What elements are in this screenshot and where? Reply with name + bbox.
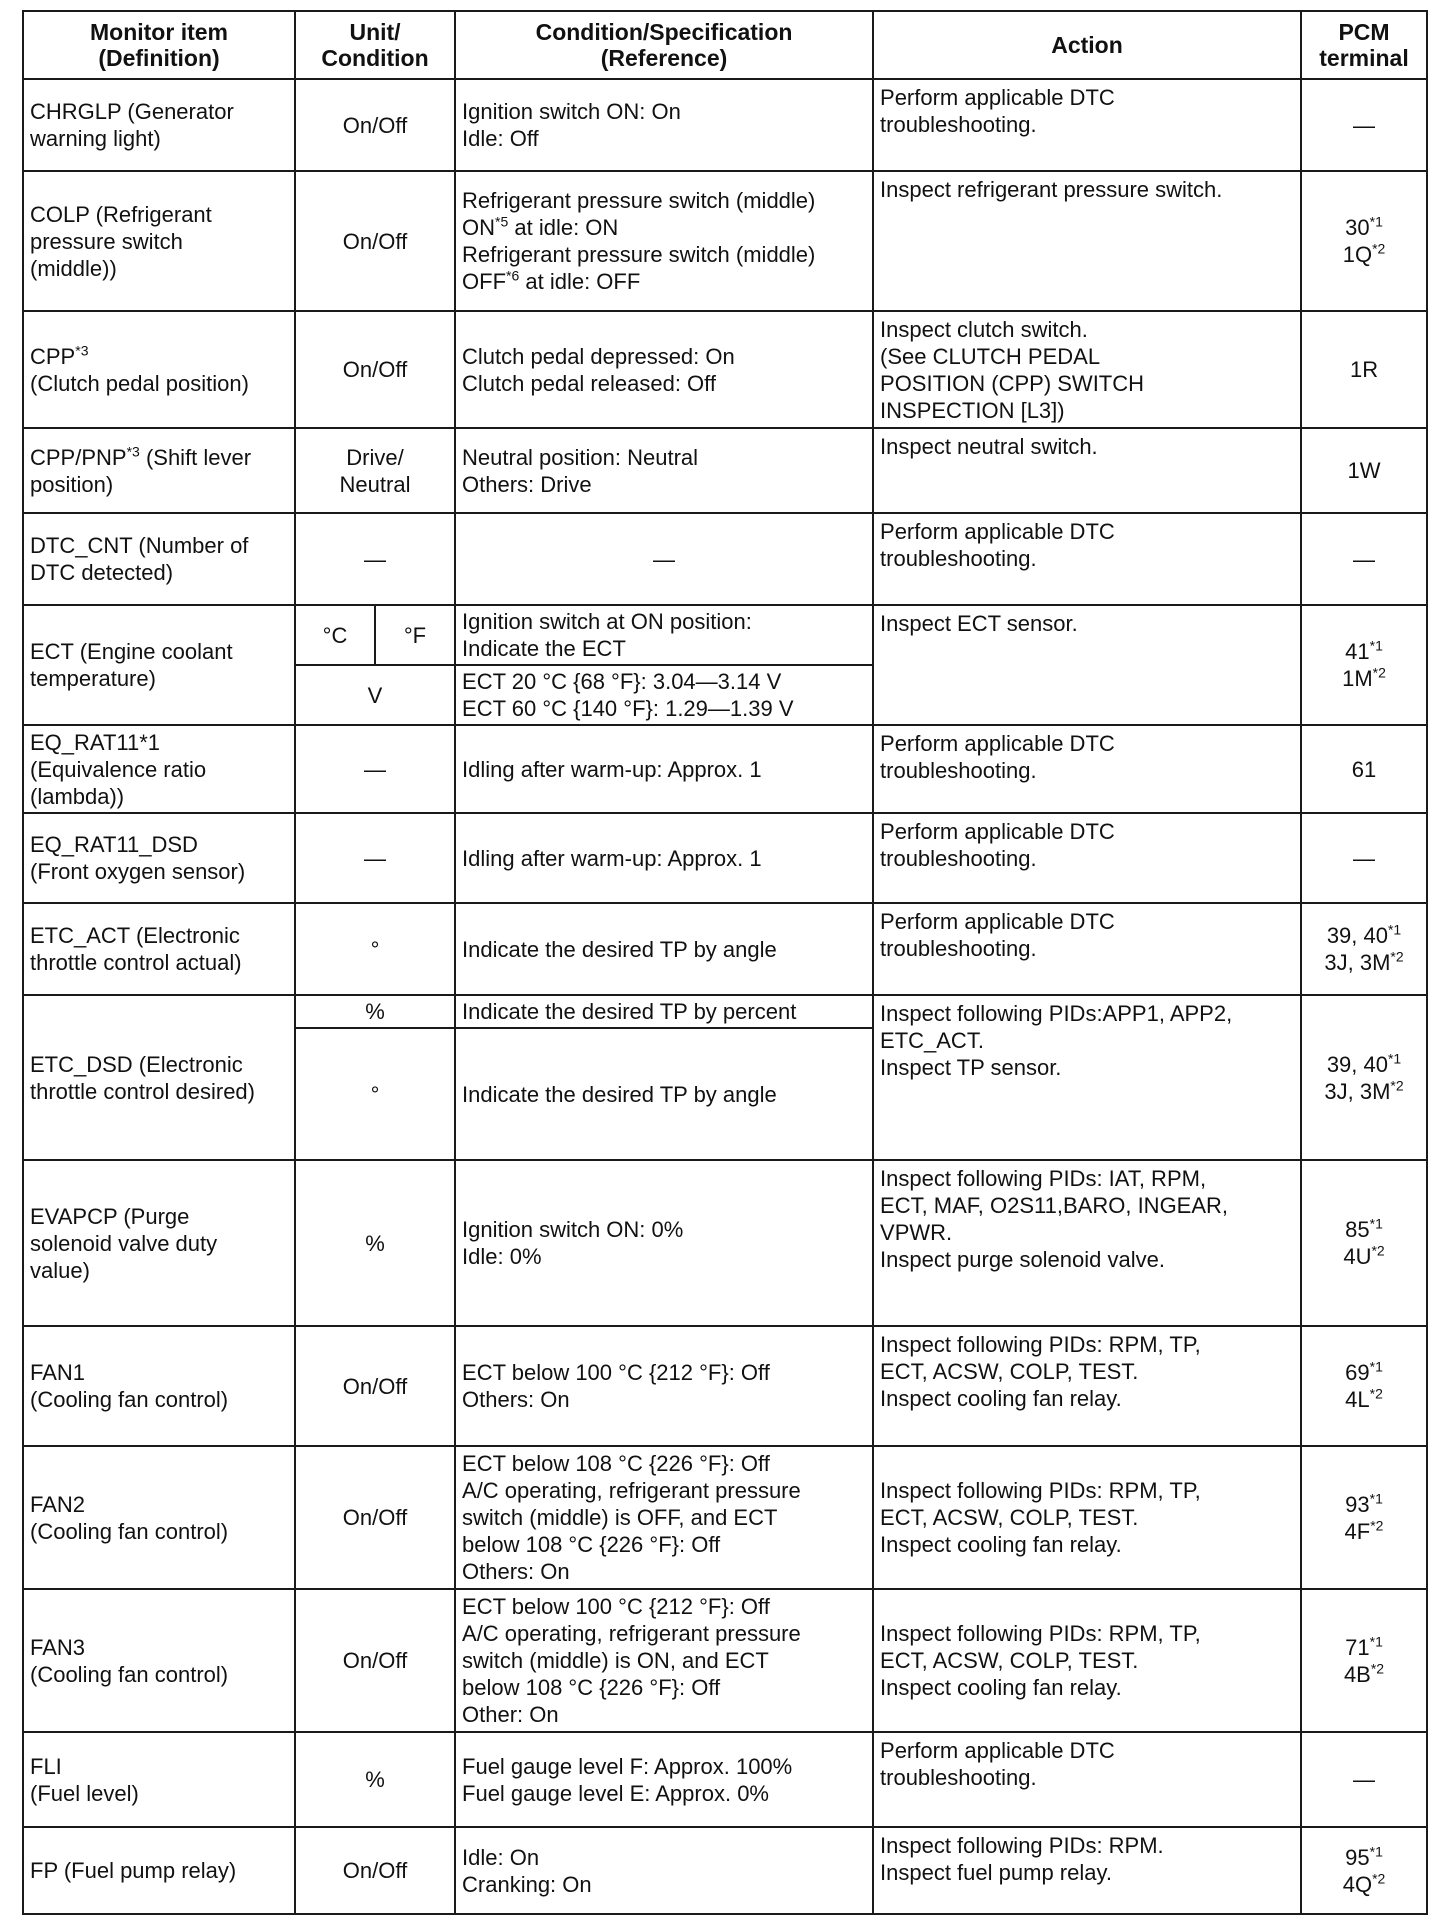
action-cell: Perform applicable DTC troubleshooting. [873, 513, 1301, 605]
condition-cell: Refrigerant pressure switch (middle) ON$^{*5}$ at idle: ON Refrigerant pressure switch (middle) OFF$^{*6}$ at idle: OFF [455, 171, 873, 311]
condition-cell: Fuel gauge level F: Approx. 100% Fuel gauge level E: Approx. 0% [455, 1732, 873, 1827]
condition-cell: Idling after warm-up: Approx. 1 [455, 813, 873, 903]
condition-cell: Ignition switch ON: 0% Idle: 0% [455, 1160, 873, 1326]
header-unit-condition: Unit/ Condition [295, 11, 455, 79]
pcm-terminal-cell: 61 [1301, 725, 1427, 813]
unit-cell: % [295, 1160, 455, 1326]
action-cell: Inspect following PIDs: RPM, TP, ECT, ACSW, COLP, TEST. Inspect cooling fan relay. [873, 1326, 1301, 1446]
unit-cell: On/Off [295, 311, 455, 428]
condition-cell: Indicate the desired TP by percent [455, 995, 873, 1028]
unit-cell: On/Off [295, 1589, 455, 1732]
unit-cell: — [295, 813, 455, 903]
table-row [23, 1326, 1427, 1446]
table-row [23, 995, 1427, 1028]
monitor-item-cell: DTC_CNT (Number of DTC detected) [23, 513, 295, 605]
unit-degree-cell: ° [295, 1028, 455, 1160]
pcm-terminal-cell: 1W [1301, 428, 1427, 513]
pcm-terminal-cell: 41$^{*1}$ $1M^{*2}$ [1301, 605, 1427, 725]
header-pcm-terminal: PCM terminal [1301, 11, 1427, 79]
unit-cell: ° [295, 903, 455, 995]
pid-monitor-table [22, 10, 1428, 1915]
monitor-item-cell: FLI (Fuel level) [23, 1732, 295, 1827]
pcm-terminal-cell: 1R [1301, 311, 1427, 428]
table-row [23, 513, 1427, 605]
action-cell: Perform applicable DTC troubleshooting. [873, 79, 1301, 171]
table-row [23, 1160, 1427, 1326]
unit-cell: Drive/ Neutral [295, 428, 455, 513]
monitor-table-wrapper [22, 10, 1426, 1915]
condition-cell: ECT below 100 °C {212 °F}: Off Others: On [455, 1326, 873, 1446]
pcm-terminal-cell: 85$^{*1}$ $4U^{*2}$ [1301, 1160, 1427, 1326]
table-row [23, 79, 1427, 171]
condition-cell: ECT below 108 °C {226 °F}: Off A/C operating, refrigerant pressure switch (middle) is OFF, and ECT below 108 °C {226 °F}: Off Others: On [455, 1446, 873, 1589]
table-row [23, 1732, 1427, 1827]
monitor-item-cell: COLP (Refrigerant pressure switch (middle)) [23, 171, 295, 311]
condition-cell: Idle: On Cranking: On [455, 1827, 873, 1914]
unit-cell: On/Off [295, 171, 455, 311]
table-row [23, 428, 1427, 513]
action-cell: Inspect clutch switch. (See CLUTCH PEDAL POSITION (CPP) SWITCH INSPECTION [L3]) [873, 311, 1301, 428]
action-cell: Inspect following PIDs:APP1, APP2, ETC_ACT. Inspect TP sensor. [873, 995, 1301, 1160]
monitor-item-cell: ECT (Engine coolant temperature) [23, 605, 295, 725]
unit-percent-cell: % [295, 995, 455, 1028]
unit-cell: — [295, 725, 455, 813]
condition-cell: Indicate the desired TP by angle [455, 1028, 873, 1160]
condition-cell: Neutral position: Neutral Others: Drive [455, 428, 873, 513]
action-cell: Perform applicable DTC troubleshooting. [873, 903, 1301, 995]
pcm-terminal-cell: 95$^{*1}$ $4Q^{*2}$ [1301, 1827, 1427, 1914]
action-cell: Inspect following PIDs: IAT, RPM, ECT, MAF, O2S11,BARO, INGEAR, VPWR. Inspect purge solenoid valve. [873, 1160, 1301, 1326]
unit-cell: On/Off [295, 1827, 455, 1914]
pcm-terminal-cell: 39, 40$^{*1}$ 3J, $3M^{*2}$ [1301, 903, 1427, 995]
monitor-item-cell: FAN3 (Cooling fan control) [23, 1589, 295, 1732]
table-row [23, 171, 1427, 311]
monitor-item-cell: CHRGLP (Generator warning light) [23, 79, 295, 171]
action-cell: Inspect following PIDs: RPM, TP, ECT, ACSW, COLP, TEST. Inspect cooling fan relay. [873, 1446, 1301, 1589]
condition-cell: Ignition switch at ON position: Indicate the ECT [455, 605, 873, 665]
condition-cell: Clutch pedal depressed: On Clutch pedal released: Off [455, 311, 873, 428]
unit-volt-cell: V [295, 665, 455, 725]
action-cell: Inspect refrigerant pressure switch. [873, 171, 1301, 311]
pcm-terminal-cell: 93$^{*1}$ $4F^{*2}$ [1301, 1446, 1427, 1589]
action-cell: Inspect ECT sensor. [873, 605, 1301, 725]
table-header-row [23, 11, 1427, 79]
pcm-terminal-cell: — [1301, 1732, 1427, 1827]
action-cell: Perform applicable DTC troubleshooting. [873, 1732, 1301, 1827]
condition-cell: Ignition switch ON: On Idle: Off [455, 79, 873, 171]
monitor-item-cell: ETC_ACT (Electronic throttle control actual) [23, 903, 295, 995]
monitor-item-cell: FAN2 (Cooling fan control) [23, 1446, 295, 1589]
table-row [23, 813, 1427, 903]
monitor-item-cell: EQ_RAT11*1 (Equivalence ratio (lambda)) [23, 725, 295, 813]
table-row [23, 725, 1427, 813]
pcm-terminal-cell: — [1301, 813, 1427, 903]
table-row [23, 1827, 1427, 1914]
monitor-item-cell: ETC_DSD (Electronic throttle control desired) [23, 995, 295, 1160]
condition-cell: ECT 20 °C {68 °F}: 3.04—3.14 V ECT 60 °C {140 °F}: 1.29—1.39 V [455, 665, 873, 725]
pcm-terminal-cell: 30$^{*1}$ $1Q^{*2}$ [1301, 171, 1427, 311]
table-row [23, 1446, 1427, 1589]
monitor-item-cell: EQ_RAT11_DSD (Front oxygen sensor) [23, 813, 295, 903]
table-row [23, 605, 1427, 665]
action-cell: Inspect following PIDs: RPM. Inspect fuel pump relay. [873, 1827, 1301, 1914]
unit-cell: — [295, 513, 455, 605]
action-cell: Inspect following PIDs: RPM, TP, ECT, ACSW, COLP, TEST. Inspect cooling fan relay. [873, 1589, 1301, 1732]
condition-cell: — [455, 513, 873, 605]
pcm-terminal-cell: — [1301, 79, 1427, 171]
pcm-terminal-cell: 39, 40$^{*1}$ 3J, $3M^{*2}$ [1301, 995, 1427, 1160]
unit-cell: % [295, 1732, 455, 1827]
monitor-item-cell: FAN1 (Cooling fan control) [23, 1326, 295, 1446]
action-cell: Inspect neutral switch. [873, 428, 1301, 513]
table-row [23, 903, 1427, 995]
action-cell: Perform applicable DTC troubleshooting. [873, 813, 1301, 903]
action-cell: Perform applicable DTC troubleshooting. [873, 725, 1301, 813]
pcm-terminal-cell: 71$^{*1}$ $4B^{*2}$ [1301, 1589, 1427, 1732]
condition-cell: ECT below 100 °C {212 °F}: Off A/C operating, refrigerant pressure switch (middle) is ON, and ECT below 108 °C {226 °F}: Off Other: On [455, 1589, 873, 1732]
monitor-item-cell: CPP/PNP$^{*3}$ (Shift lever position) [23, 428, 295, 513]
header-monitor-item: Monitor item (Definition) [23, 11, 295, 79]
monitor-item-cell: FP (Fuel pump relay) [23, 1827, 295, 1914]
condition-cell: Indicate the desired TP by angle [455, 903, 873, 995]
unit-cell: On/Off [295, 1446, 455, 1589]
condition-cell: Idling after warm-up: Approx. 1 [455, 725, 873, 813]
table-row [23, 1589, 1427, 1732]
unit-cell: On/Off [295, 79, 455, 171]
unit-celsius-cell: °C [295, 605, 375, 665]
pcm-terminal-cell: — [1301, 513, 1427, 605]
pcm-terminal-cell: 69$^{*1}$ $4L^{*2}$ [1301, 1326, 1427, 1446]
unit-fahrenheit-cell: °F [375, 605, 455, 665]
header-condition-specification: Condition/Specification (Reference) [455, 11, 873, 79]
monitor-item-cell: CPP$^{*3}$ (Clutch pedal position) [23, 311, 295, 428]
table-row [23, 311, 1427, 428]
monitor-item-cell: EVAPCP (Purge solenoid valve duty value) [23, 1160, 295, 1326]
unit-cell: On/Off [295, 1326, 455, 1446]
header-action: Action [873, 11, 1301, 79]
